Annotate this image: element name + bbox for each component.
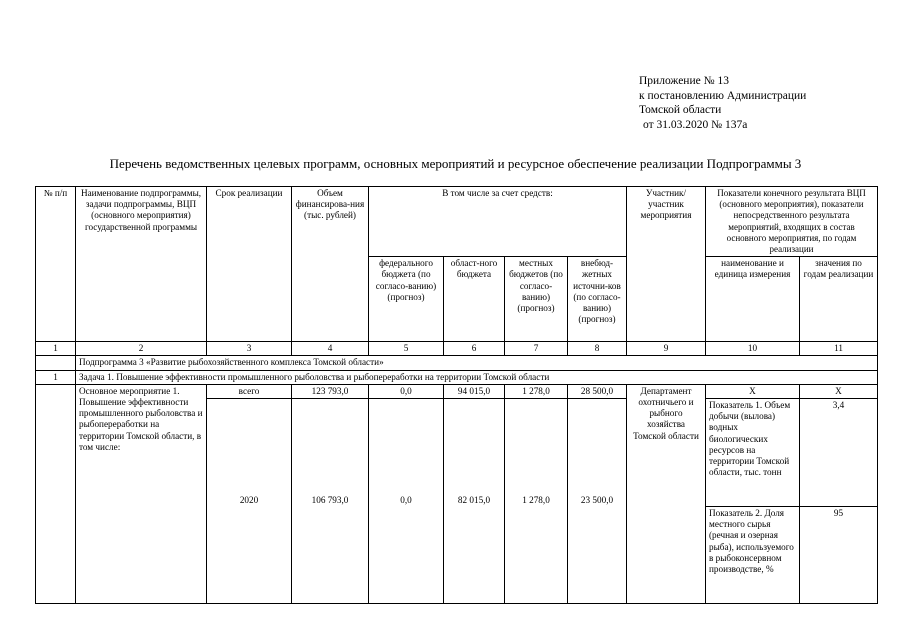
header-extra: внебюд-жетных источни-ков (по согласо-ванию) (прогноз) xyxy=(568,257,627,342)
indicator-1-value: 3,4 xyxy=(800,399,878,507)
task-title: Задача 1. Повышение эффективности промышленного рыболовства и рыбопереработки на территории Томской области xyxy=(76,370,878,384)
measure-participant: Департамент охотничьего и рыбного хозяйства Томской области xyxy=(627,384,706,603)
col-number: 2 xyxy=(76,342,207,356)
program-table xyxy=(35,186,878,604)
indicator-1-name: Показатель 1. Объем добычи (вылова) водных биологических ресурсов на территории Томской области, тыс. тонн xyxy=(706,399,800,507)
header-including: В том числе за счет средств: xyxy=(369,187,627,257)
column-numbers-row xyxy=(36,342,878,356)
col-number: 3 xyxy=(207,342,292,356)
appendix-line-2: к постановлению Администрации xyxy=(639,89,807,102)
indicator-2-value: 95 xyxy=(800,507,878,604)
indicator-2-name: Показатель 2. Доля местного сырья (речная и озерная рыба), используемого в рыбоконсервном производстве, % xyxy=(706,507,800,604)
appendix-block xyxy=(639,74,806,132)
header-federal: федерального бюджета (по согласо-ванию) (прогноз) xyxy=(369,257,444,342)
header-regional: област-ного бюджета xyxy=(444,257,505,342)
measure-name: Основное мероприятие 1. Повышение эффективности промышленного рыболовства и рыбопереработки на территории Томской области, в том числе: xyxy=(76,384,207,603)
col-number: 5 xyxy=(369,342,444,356)
measure-total-row xyxy=(36,384,878,398)
year-local: 1 278,0 xyxy=(505,399,568,604)
appendix-line-3: Томской области xyxy=(639,104,722,116)
header-name: Наименование подпрограммы, задачи подпрограммы, ВЦП (основного мероприятия) государственной программы xyxy=(76,187,207,342)
appendix-line-1: Приложение № 13 xyxy=(639,75,729,87)
year-term: 2020 xyxy=(207,399,292,604)
header-indicator-name: наименование и единица измерения xyxy=(706,257,800,342)
task-number: 1 xyxy=(36,370,76,384)
total-term: всего xyxy=(207,384,292,398)
appendix-line-4: от 31.03.2020 № 137а xyxy=(643,118,748,131)
total-indicator-name: Х xyxy=(706,384,800,398)
header-num: № п/п xyxy=(36,187,76,342)
header-indicators: Показатели конечного результата ВЦП (основного мероприятия), показатели непосредственного результата мероприятий, входящих в состав основного мероприятия, по годам реализации xyxy=(706,187,878,257)
total-indicator-value: Х xyxy=(800,384,878,398)
col-number: 7 xyxy=(505,342,568,356)
total-regional: 94 015,0 xyxy=(444,384,505,398)
year-federal: 0,0 xyxy=(369,399,444,604)
subprogram-title: Подпрограмма 3 «Развитие рыбохозяйственного комплекса Томской области» xyxy=(76,356,878,370)
header-local: местных бюджетов (по согласо-ванию) (прогноз) xyxy=(505,257,568,342)
col-number: 8 xyxy=(568,342,627,356)
col-number: 6 xyxy=(444,342,505,356)
year-regional: 82 015,0 xyxy=(444,399,505,604)
col-number: 9 xyxy=(627,342,706,356)
total-extra: 28 500,0 xyxy=(568,384,627,398)
col-number: 4 xyxy=(292,342,369,356)
col-number: 1 xyxy=(36,342,76,356)
document-title: Перечень ведомственных целевых программ, основных мероприятий и ресурсное обеспечение реализации Подпрограммы 3 xyxy=(109,156,802,171)
col-number: 11 xyxy=(800,342,878,356)
total-volume: 123 793,0 xyxy=(292,384,369,398)
total-federal: 0,0 xyxy=(369,384,444,398)
total-local: 1 278,0 xyxy=(505,384,568,398)
subprogram-row xyxy=(36,356,878,370)
year-volume: 106 793,0 xyxy=(292,399,369,604)
header-indicator-values: значения по годам реализации xyxy=(800,257,878,342)
col-number: 10 xyxy=(706,342,800,356)
header-volume: Объем финансирова-ния (тыс. рублей) xyxy=(292,187,369,342)
task-row xyxy=(36,370,878,384)
year-extra: 23 500,0 xyxy=(568,399,627,604)
header-term: Срок реализации xyxy=(207,187,292,342)
header-participant: Участник/ участник мероприятия xyxy=(627,187,706,342)
